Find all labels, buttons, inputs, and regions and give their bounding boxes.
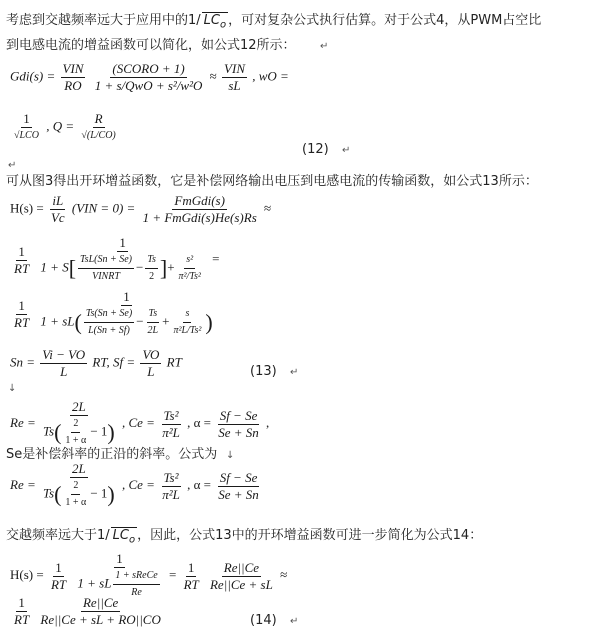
re2-one-alpha: 1 + α <box>65 497 87 508</box>
eq13-row2-main <box>38 236 206 284</box>
eq12-one: 1 <box>23 111 30 126</box>
eq13-row2-one-rt <box>12 245 31 276</box>
re1-two: 2 <box>71 417 80 433</box>
eq14-eq: = <box>168 566 177 582</box>
eq14-frac-last <box>38 596 162 627</box>
eq14-inner-den: Re <box>131 587 142 598</box>
equation-re-1 <box>10 400 269 448</box>
eq13-row2-num-one: 1 <box>119 235 126 250</box>
eq14-frac-one-rt <box>49 561 68 592</box>
down-mark: ↓ <box>8 383 17 394</box>
para2: 可从图3得出开环增益函数，它是补偿网络输出电压到电感电流的传输函数，如公式13所示： <box>6 174 538 189</box>
eq12-ro: RO <box>64 78 82 93</box>
down-mark: ↓ <box>226 450 235 461</box>
re1-re: Re = <box>10 414 36 430</box>
eq12-wo: , wO = <box>252 68 289 84</box>
eq13-den-h: 1 + FmGdi(s)He(s)Rs <box>142 210 257 225</box>
para1-line1-text-b: ，可对复杂公式执行估算。对于公式4，从PWM占空比 <box>228 13 542 28</box>
eq13-vo: VO <box>142 347 160 362</box>
eq13-h-lhs: H(s) = <box>10 200 44 216</box>
re2-minus1: − 1 <box>90 485 108 501</box>
eq12-frac-vin-ro <box>61 62 86 93</box>
eq13-row2-eq: = <box>212 250 220 266</box>
re2-re: Re = <box>10 476 36 492</box>
re1-2l: 2L <box>71 399 86 414</box>
eq14-tag: (14) <box>250 613 277 628</box>
return-mark: ↵ <box>320 41 329 52</box>
eq12-frac-main <box>93 62 205 93</box>
sqrt-lc-sub: o <box>219 19 227 31</box>
eq13-row3-d3: π²L/Ts² <box>173 325 202 336</box>
eq13-frac-vi-vo <box>40 348 87 379</box>
eq14-re-ce2: Re||Ce <box>82 595 119 610</box>
eq12-sqrt-l-c: √(L/CO) <box>81 130 116 141</box>
eq14-frac-one-rt3 <box>12 596 31 627</box>
eq13-frac-vo-l <box>140 348 161 379</box>
re2-frac-alpha <box>216 471 261 502</box>
eq13-row3-f3 <box>171 307 203 338</box>
return-mark: ↵ <box>8 160 17 171</box>
re2-den: Ts( $\frac{2}{1 + \alpha}$ − 1) <box>42 480 115 508</box>
eq13-row2-f2 <box>145 253 158 284</box>
eq13-row3-one-rt <box>12 299 31 330</box>
re2-frac-main <box>41 462 117 510</box>
eq13-frac-il-vc <box>49 194 67 225</box>
eq14-re-ce-sl: Re||Ce + sL <box>209 576 273 592</box>
eq13-vi-vo: Vi − VO <box>42 347 86 362</box>
eq13-row2-one: 1 <box>18 243 25 259</box>
equation-re-2 <box>10 462 263 510</box>
re1-ts: Ts <box>42 423 55 439</box>
para4-text-b: ，因此，公式13中的开环增益函数可进一步简化为公式14： <box>137 528 483 543</box>
equation-13-sn <box>10 348 182 379</box>
re1-ts2: Ts² <box>163 407 179 423</box>
re2-ce: , Ce = <box>121 476 155 492</box>
re2-sf-se: Sf − Se <box>219 469 258 485</box>
para1-line1-text-a: 考虑到交越频率远大于应用中的1/ <box>6 13 201 28</box>
sqrt-lc-radical <box>202 12 228 34</box>
equation-13-row3 <box>10 290 217 338</box>
eq13-row3-main <box>38 290 214 338</box>
eq13-row2-den-a: 1 + S <box>40 259 69 275</box>
eq13-sn: Sn = <box>10 354 36 370</box>
sqrt-lc-sub-2: o <box>128 534 136 546</box>
eq13-row3-d2: 2L <box>147 325 159 336</box>
re2-pi2l: π²L <box>162 486 180 502</box>
eq13-row2-rt: RT <box>14 260 30 276</box>
re1-ce: , Ce = <box>121 414 155 430</box>
eq13-row3-d1: L(Sn + Sf) <box>88 325 130 336</box>
sqrt-lc-radical-2 <box>111 527 137 549</box>
eq13-row3-den-a: 1 + sL <box>40 313 75 329</box>
eq13-row3-one: 1 <box>18 297 25 313</box>
re2-frac-ce <box>160 471 182 502</box>
eq14-one: 1 <box>55 559 62 575</box>
re2-alpha: , α = <box>187 476 211 492</box>
eq12-lhs: Gdi(s) = <box>10 68 56 84</box>
eq14-approx: ≈ <box>280 566 288 582</box>
eq12-num: (SCORO + 1) <box>112 61 185 76</box>
eq14-one2: 1 <box>116 551 123 566</box>
re1-comma: , <box>266 414 270 430</box>
eq13-rt-end: RT <box>166 354 182 370</box>
eq14-rt2: RT <box>183 576 199 592</box>
eq14-rt3: RT <box>14 612 30 627</box>
eq13-rt-sf: RT, Sf = <box>92 354 136 370</box>
re1-minus1: − 1 <box>90 423 108 439</box>
eq13-l: L <box>60 364 68 379</box>
sqrt-lc-text: LC <box>203 13 220 28</box>
eq13-row2-d2: 2 <box>149 271 155 282</box>
eq13-row3-rt: RT <box>14 314 30 330</box>
eq14-frac-re-ce <box>208 561 275 592</box>
return-mark: ↵ <box>290 367 299 378</box>
eq12-vin2: VIN <box>224 61 245 76</box>
eq13-row3-n1: Ts(Sn + Se) <box>84 307 134 323</box>
eq12-approx: ≈ <box>209 68 217 84</box>
eq12-vin: VIN <box>62 61 84 76</box>
eq13-row2-f1 <box>78 253 134 284</box>
eq13-row2-n1: TsL(Sn + Se) <box>78 253 134 269</box>
eq14-h-lhs: H(s) = <box>10 566 44 582</box>
eq13-approx: ≈ <box>264 200 272 216</box>
re2-se-sn: Se + Sn <box>218 486 259 502</box>
equation-14-line1 <box>10 552 287 600</box>
eq13-vc: Vc <box>50 210 65 225</box>
eq13-fm-gdi: FmGdi(s) <box>174 193 225 208</box>
re1-se-sn: Se + Sn <box>218 424 259 440</box>
eq13-row2-f3 <box>177 253 203 284</box>
para1-line1 <box>6 12 541 34</box>
re2-two: 2 <box>71 479 80 495</box>
eq13-row3-num-one: 1 <box>123 289 130 304</box>
eq13-row3-f2 <box>146 307 161 338</box>
eq13-frac-fm <box>141 194 259 225</box>
equation-14-line2 <box>10 596 165 627</box>
eq14-re-ce: Re||Ce <box>223 559 260 575</box>
eq12-sl: sL <box>228 78 241 93</box>
re1-frac-ce <box>160 409 182 440</box>
re1-one-alpha: 1 + α <box>65 435 87 446</box>
equation-12-line2 <box>10 112 120 143</box>
eq12-frac-vin-sl <box>222 62 247 93</box>
eq13-l2: L <box>147 364 155 379</box>
eq13-vin-hat: (VIN = 0) = <box>71 200 136 216</box>
eq12-frac-r <box>79 112 117 143</box>
eq12-frac-one-sqrt <box>12 112 41 143</box>
eq13-row2-n2: Ts <box>145 253 158 269</box>
eq14-inner-num: 1 + sReCe <box>113 569 159 585</box>
re1-frac-main <box>41 400 117 448</box>
eq13-row3-den: 1 + sL( $\frac{Ts(Sn + Se)}{L(Sn + Sf)}$ − $\frac{Ts}{2L}$ + $\frac{s}{\text{π²L/Ts²}}$ ) <box>40 308 213 336</box>
para4-text-a: 交越频率远大于1/ <box>6 528 110 543</box>
eq12-den: 1 + s/QwO + s²/w²O <box>94 78 203 93</box>
eq13-tag: (13) <box>250 364 277 379</box>
eq14-den-last: Re||Ce + sL + RO||CO <box>40 612 161 627</box>
eq13-row3-n2: Ts <box>147 307 160 323</box>
re2-frac-2 <box>63 479 88 510</box>
eq13-il: iL <box>52 193 64 208</box>
eq13-row2-den: 1 + S[ $\frac{\text{TsL(Sn + Se)}}{\text{VINRT}}$ − $\frac{Ts}{2}$ ]+ $\frac{\text{s²}}{\text{π²/Ts²}}$ <box>40 254 201 282</box>
re1-den: Ts( $\frac{2}{1 + \alpha}$ − 1) <box>42 418 115 446</box>
eq12-q: , Q = <box>46 118 75 134</box>
eq13-row2-n3: s² <box>184 253 195 269</box>
eq13-row3-f1 <box>84 307 134 338</box>
return-mark: ↵ <box>290 616 299 627</box>
para1-line2: 到电感电流的增益函数可以简化，如公式12所示： <box>6 38 296 53</box>
para3: Se是补偿斜率的正沿的斜率。公式为 <box>6 447 218 462</box>
re1-sf-se: Sf − Se <box>219 407 258 423</box>
eq14-frac-one-rt2 <box>182 561 201 592</box>
eq12-tag: (12) <box>302 142 329 157</box>
return-mark: ↵ <box>342 145 351 156</box>
eq13-row2-plus: + <box>167 259 175 275</box>
re2-ts: Ts <box>42 485 55 501</box>
eq14-den-a: 1 + sL <box>77 575 112 591</box>
re1-pi2l: π²L <box>162 424 180 440</box>
eq12-r: R <box>94 111 103 126</box>
re1-alpha: , α = <box>187 414 211 430</box>
re2-ts2: Ts² <box>163 469 179 485</box>
eq14-one4: 1 <box>18 595 25 610</box>
sqrt-lc-text-2: LC <box>112 528 129 543</box>
re1-frac-alpha <box>216 409 261 440</box>
eq12-sqrt-lc: √LCO <box>14 130 39 141</box>
para4 <box>6 527 482 549</box>
eq13-row3-n3: s <box>183 307 191 323</box>
equation-13-row2 <box>10 236 219 284</box>
equation-13-h <box>10 194 271 225</box>
eq14-rt: RT <box>50 576 67 592</box>
eq14-frac-main <box>75 552 163 600</box>
eq13-row2-d1: VINRT <box>92 271 120 282</box>
eq14-one3: 1 <box>187 559 195 575</box>
eq13-row2-d3: π²/Ts² <box>178 271 201 282</box>
re2-2l: 2L <box>71 461 86 476</box>
equation-12-line1 <box>10 62 289 93</box>
re1-frac-2 <box>63 417 88 448</box>
